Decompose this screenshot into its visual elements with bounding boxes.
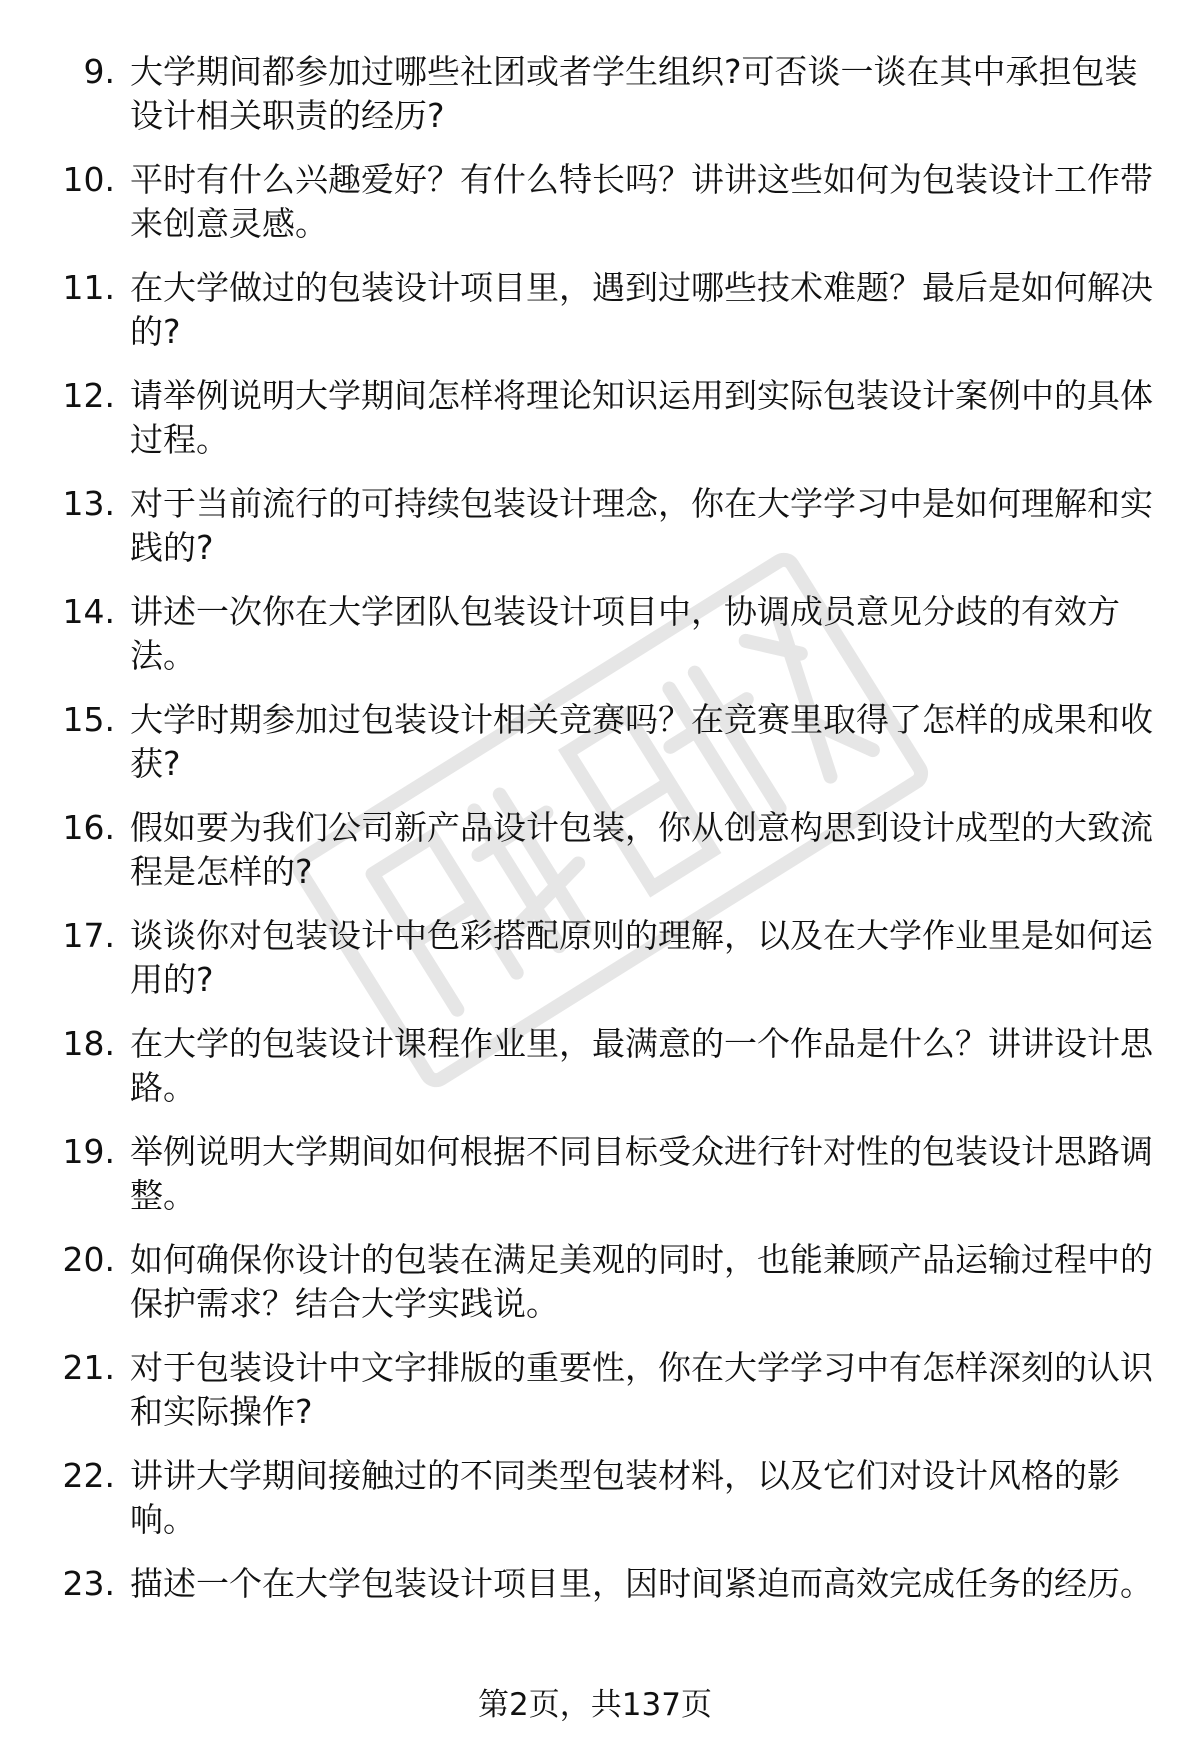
question-number: 21. (62, 1348, 115, 1387)
question-number: 9. (83, 52, 115, 91)
question-number: 17. (62, 916, 115, 955)
question-text: 在大学的包装设计课程作业里，最满意的一个作品是什么？讲讲设计思路。 (130, 1024, 1153, 1107)
question-number: 15. (62, 700, 115, 739)
question-number: 13. (62, 484, 115, 523)
question-number: 20. (62, 1240, 115, 1279)
question-text: 假如要为我们公司新产品设计包装，你从创意构思到设计成型的大致流程是怎样的? (130, 808, 1153, 891)
page-number-footer: 第2页，共137页 (478, 1687, 712, 1723)
question-item (0, 50, 1190, 158)
question-text: 请举例说明大学期间怎样将理论知识运用到实际包装设计案例中的具体过程。 (130, 376, 1153, 459)
question-item (0, 1130, 1190, 1238)
question-item (0, 590, 1190, 698)
question-text: 描述一个在大学包装设计项目里，因时间紧迫而高效完成任务的经历。 (130, 1564, 1153, 1603)
question-text: 对于包装设计中文字排版的重要性，你在大学学习中有怎样深刻的认识和实际操作? (130, 1348, 1153, 1431)
question-text: 如何确保你设计的包装在满足美观的同时，也能兼顾产品运输过程中的保护需求？结合大学实践说。 (130, 1240, 1153, 1323)
question-item (0, 1454, 1190, 1562)
question-number: 12. (62, 376, 115, 415)
question-text: 平时有什么兴趣爱好？有什么特长吗？讲讲这些如何为包装设计工作带来创意灵感。 (130, 160, 1153, 243)
question-item (0, 1022, 1190, 1130)
question-text: 举例说明大学期间如何根据不同目标受众进行针对性的包装设计思路调整。 (130, 1132, 1153, 1215)
question-item (0, 158, 1190, 266)
question-text: 对于当前流行的可持续包装设计理念，你在大学学习中是如何理解和实践的? (130, 484, 1153, 567)
question-number: 18. (62, 1024, 115, 1063)
question-text: 大学期间都参加过哪些社团或者学生组织?可否谈一谈在其中承担包装设计相关职责的经历? (130, 52, 1138, 135)
question-item (0, 914, 1190, 1022)
question-number: 23. (62, 1564, 115, 1603)
question-number: 16. (62, 808, 115, 847)
question-item (0, 266, 1190, 374)
question-number: 11. (62, 268, 115, 307)
question-item (0, 1238, 1190, 1346)
question-item (0, 374, 1190, 482)
question-number: 10. (62, 160, 115, 199)
question-item (0, 1346, 1190, 1454)
question-list (0, 50, 1190, 1670)
question-text: 讲讲大学期间接触过的不同类型包装材料，以及它们对设计风格的影响。 (130, 1456, 1120, 1539)
question-number: 19. (62, 1132, 115, 1171)
question-text: 讲述一次你在大学团队包装设计项目中，协调成员意见分歧的有效方法。 (130, 592, 1120, 675)
question-number: 22. (62, 1456, 115, 1495)
question-text: 谈谈你对包装设计中色彩搭配原则的理解，以及在大学作业里是如何运用的? (130, 916, 1153, 999)
question-item (0, 1562, 1190, 1670)
question-item (0, 806, 1190, 914)
question-item (0, 698, 1190, 806)
question-text: 大学时期参加过包装设计相关竞赛吗？在竞赛里取得了怎样的成果和收获? (130, 700, 1153, 783)
question-text: 在大学做过的包装设计项目里，遇到过哪些技术难题？最后是如何解决的? (130, 268, 1153, 351)
question-number: 14. (62, 592, 115, 631)
question-item (0, 482, 1190, 590)
